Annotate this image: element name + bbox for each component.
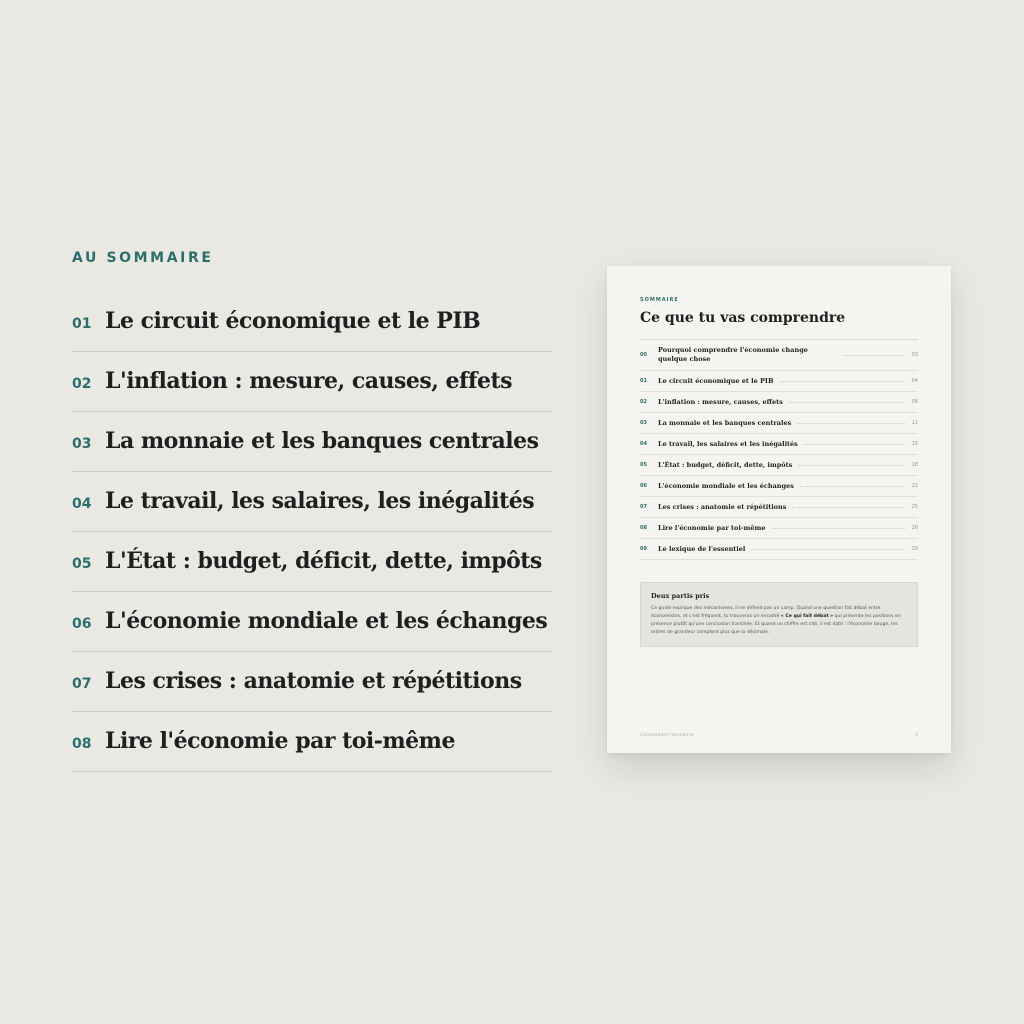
- page-toc-number: 00: [640, 352, 647, 358]
- page-toc-number: 08: [640, 525, 647, 531]
- page-toc-label: Lire l'économie par toi-même: [658, 523, 766, 532]
- page-toc-number: 01: [640, 378, 647, 384]
- page-toc-row[interactable]: [640, 455, 918, 476]
- toc-title: Lire l'économie par toi-même: [105, 728, 455, 754]
- toc-number: 06: [72, 616, 92, 632]
- toc-title: La monnaie et les banques centrales: [105, 428, 539, 454]
- callout-title: Deux partis pris: [651, 592, 710, 600]
- callout-text-part: qui présente les positions en présence plutôt qu'une conclusion tranchée. Et quand un chiffre est cité, il est daté : l'économie bouge, les ordres de grandeur comptent plus que la décimale.: [651, 614, 901, 635]
- page-toc-label: La monnaie et les banques centrales: [658, 418, 792, 427]
- dot-leader: [751, 549, 905, 550]
- page-toc-label: L'État : budget, déficit, dette, impôts: [658, 460, 793, 469]
- callout-box: [640, 582, 918, 647]
- toc-item[interactable]: [72, 532, 553, 592]
- dot-leader: [779, 381, 905, 382]
- toc-item[interactable]: [72, 652, 553, 712]
- page-toc-row[interactable]: [640, 539, 918, 560]
- toc-number: 01: [72, 316, 92, 332]
- callout-text: [651, 605, 907, 637]
- page-toc-row[interactable]: [640, 413, 918, 434]
- page-toc-label: Les crises : anatomie et répétitions: [658, 502, 787, 511]
- toc-title: Le travail, les salaires, les inégalités: [105, 488, 535, 514]
- page-toc-label: L'économie mondiale et les échanges: [658, 481, 794, 490]
- dot-leader: [772, 528, 906, 529]
- dot-leader: [798, 465, 905, 466]
- page-eyebrow: SOMMAIRE: [640, 297, 679, 303]
- page-toc-number: 07: [640, 504, 647, 510]
- toc-title: L'inflation : mesure, causes, effets: [105, 368, 513, 394]
- page-toc-page: 29: [911, 546, 918, 552]
- page-toc-page: 12: [911, 420, 918, 426]
- dot-leader: [792, 507, 905, 508]
- dot-leader: [789, 402, 906, 403]
- toc-item[interactable]: [72, 712, 553, 772]
- callout-emphasis: « Ce qui fait débat »: [780, 614, 834, 619]
- page-toc-label: Pourquoi comprendre l'économie change quelque chose: [658, 346, 808, 363]
- toc-section: [72, 248, 553, 772]
- page-toc-number: 09: [640, 546, 647, 552]
- toc-list: [72, 292, 553, 772]
- page-toc-label: L'inflation : mesure, causes, effets: [658, 397, 783, 406]
- page-preview: [607, 266, 951, 753]
- section-eyebrow: AU SOMMAIRE: [72, 250, 214, 266]
- page-toc-row[interactable]: [640, 434, 918, 455]
- toc-number: 04: [72, 496, 92, 512]
- page-title: Ce que tu vas comprendre: [640, 310, 846, 326]
- dot-leader: [797, 423, 905, 424]
- toc-number: 02: [72, 376, 92, 392]
- toc-title: Les crises : anatomie et répétitions: [105, 668, 522, 694]
- page-toc-row[interactable]: [640, 497, 918, 518]
- page-toc-label: Le circuit économique et le PIB: [658, 376, 774, 385]
- toc-item[interactable]: [72, 352, 553, 412]
- page-toc-page: 04: [911, 378, 918, 384]
- toc-item[interactable]: [72, 292, 553, 352]
- toc-title: L'économie mondiale et les échanges: [105, 608, 548, 634]
- footer-title: Comprendre l'économie: [640, 733, 694, 738]
- page-toc-page: 28: [911, 525, 918, 531]
- page-number: 2: [915, 733, 918, 738]
- toc-title: L'État : budget, déficit, dette, impôts: [105, 548, 542, 574]
- callout-text-part: Ce guide explique des mécanismes, il ne défend pas un camp. Quand une question fait débat entre économistes, et c'est fréquent, tu trouveras un encadré: [651, 606, 881, 619]
- page-toc-page: 22: [911, 483, 918, 489]
- toc-number: 08: [72, 736, 92, 752]
- page-toc-label: Le travail, les salaires et les inégalités: [658, 439, 798, 448]
- page-toc-list: [640, 339, 918, 560]
- toc-number: 07: [72, 676, 92, 692]
- dot-leader: [844, 355, 906, 356]
- page-toc-number: 03: [640, 420, 647, 426]
- page-toc-number: 06: [640, 483, 647, 489]
- page-toc-row[interactable]: [640, 392, 918, 413]
- page-toc-row[interactable]: [640, 518, 918, 539]
- dot-leader: [800, 486, 906, 487]
- page-toc-page: 15: [911, 441, 918, 447]
- page-toc-page: 08: [911, 399, 918, 405]
- page-toc-page: 25: [911, 504, 918, 510]
- page-toc-number: 04: [640, 441, 647, 447]
- toc-number: 05: [72, 556, 92, 572]
- page-toc-row[interactable]: [640, 371, 918, 392]
- toc-item[interactable]: [72, 412, 553, 472]
- page-toc-label: Le lexique de l'essentiel: [658, 544, 746, 553]
- page-toc-page: 18: [911, 462, 918, 468]
- toc-item[interactable]: [72, 472, 553, 532]
- dot-leader: [804, 444, 906, 445]
- toc-number: 03: [72, 436, 92, 452]
- toc-item[interactable]: [72, 592, 553, 652]
- page-toc-row[interactable]: [640, 476, 918, 497]
- page-footer: [640, 733, 918, 738]
- toc-title: Le circuit économique et le PIB: [105, 308, 481, 334]
- page-toc-page: 03: [911, 352, 918, 358]
- page-toc-number: 02: [640, 399, 647, 405]
- page-toc-row[interactable]: [640, 340, 918, 371]
- page-toc-number: 05: [640, 462, 647, 468]
